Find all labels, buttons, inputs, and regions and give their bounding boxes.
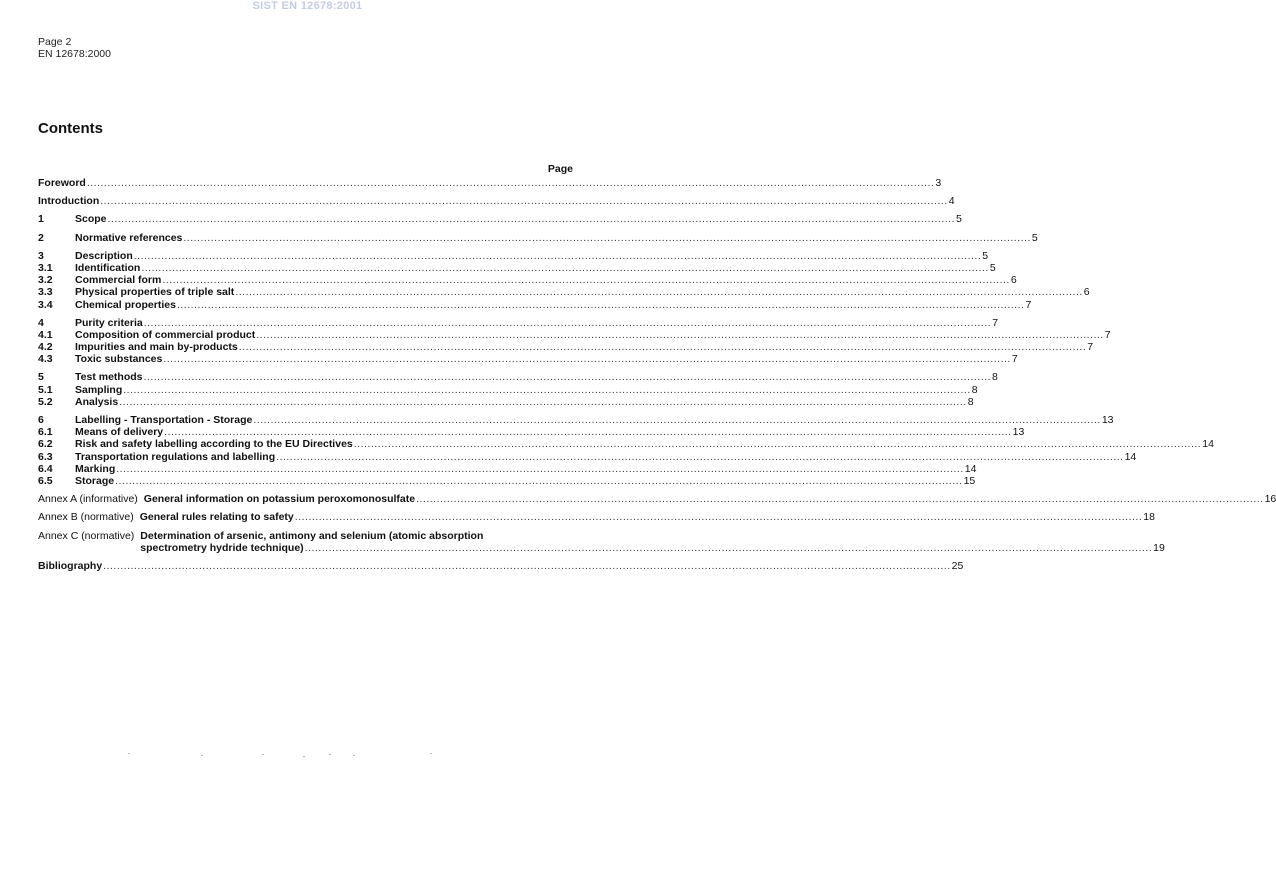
toc-entry[interactable]: [38, 511, 1155, 524]
dot-leader: [183, 232, 1030, 244]
toc-entry[interactable]: [38, 249, 989, 262]
toc-entry-page: 8: [967, 395, 974, 408]
toc-entry[interactable]: [38, 316, 999, 329]
dot-leader: [163, 353, 1010, 365]
dot-leader: [177, 299, 1024, 311]
toc-entry[interactable]: [38, 474, 976, 487]
toc-entry-title: Sampling: [75, 383, 123, 396]
toc-entry-page: 13: [1012, 426, 1025, 439]
toc-entry-title: Foreword: [38, 177, 86, 189]
dot-leader: [87, 177, 934, 189]
dot-leader: [305, 542, 1152, 554]
toc-entry-number: 3.1: [38, 261, 53, 274]
toc-entry-number: 3.3: [38, 286, 53, 299]
toc-entry-title: Risk and safety labelling according to the EU Directives: [75, 438, 353, 451]
toc-entry-page: 14: [964, 462, 977, 475]
toc-entry-title: General rules relating to safety: [139, 511, 294, 524]
dot-leader: [276, 451, 1123, 463]
scan-speck: [262, 754, 264, 755]
toc-entry-title: Labelling - Transportation - Storage: [75, 414, 253, 426]
toc-entry-number: 6.1: [38, 426, 53, 439]
dot-leader: [100, 195, 947, 207]
toc-entry-page: 18: [1143, 511, 1155, 524]
toc-entry[interactable]: [38, 426, 1025, 439]
toc-entry-title: Introduction: [38, 195, 100, 208]
scan-specks: [0, 753, 615, 763]
page-title: Contents: [38, 120, 103, 137]
dot-leader: [256, 329, 1103, 341]
page-header: [38, 36, 111, 60]
toc-entry[interactable]: [38, 438, 1214, 451]
toc-entry-annex-c[interactable]: [38, 529, 1165, 554]
toc-entry-title: Impurities and main by-products: [75, 341, 238, 354]
toc-entry-title-line2: [140, 542, 1165, 554]
dot-leader: [143, 371, 990, 383]
toc-entry-page: 3: [935, 177, 942, 189]
toc-entry-page: 7: [992, 316, 999, 329]
dot-leader: [162, 274, 1009, 286]
toc-entry[interactable]: [38, 177, 942, 189]
toc-entry-number: 1: [38, 213, 44, 226]
dot-leader: [144, 317, 991, 329]
toc-entry-title: General information on potassium peroxomonosulfate: [143, 493, 416, 506]
toc-entry-number: 4.1: [38, 328, 53, 341]
toc-entry-number: 6.3: [38, 450, 53, 463]
toc-entry-number: 4.2: [38, 341, 53, 354]
toc-entry-number: 2: [38, 231, 44, 244]
toc-entry-title-block: [140, 530, 1165, 554]
dot-leader: [115, 475, 962, 487]
scan-speck: [329, 754, 331, 755]
toc-entry-page: 6: [1010, 274, 1017, 287]
toc-entry-title: Transportation regulations and labelling: [75, 450, 276, 463]
toc-entry[interactable]: [38, 383, 978, 396]
toc-entry-page: 5: [956, 213, 962, 226]
dot-leader: [119, 396, 966, 408]
toc-entry-title: Purity criteria: [75, 316, 143, 329]
toc-entry-title: Scope: [75, 213, 107, 226]
toc-entry-title: Toxic substances: [75, 353, 163, 366]
toc-entry[interactable]: [38, 341, 1094, 354]
toc-entry-number: 3.4: [38, 298, 53, 311]
toc-entry[interactable]: [38, 261, 996, 274]
toc-entry[interactable]: [38, 328, 1111, 341]
table-of-contents: [38, 177, 1276, 572]
toc-entry-number: 4.3: [38, 353, 53, 366]
toc-entry-title: Marking: [75, 462, 116, 475]
toc-entry[interactable]: [38, 231, 1038, 244]
toc-entry-title: Description: [75, 249, 133, 262]
toc-entry-title: Identification: [75, 261, 141, 274]
toc-entry[interactable]: [38, 371, 998, 384]
dot-leader: [134, 250, 981, 262]
dot-leader: [253, 414, 1100, 426]
toc-entry-title: Physical properties of triple salt: [75, 286, 235, 299]
dot-leader: [108, 213, 955, 225]
scan-speck: [430, 753, 432, 754]
scan-speck: [353, 755, 355, 756]
page-column-label: Page: [547, 163, 573, 175]
toc-entry-page: 7: [1011, 353, 1018, 366]
toc-entry-bibliography[interactable]: [38, 559, 964, 572]
toc-entry-page: 6: [1083, 286, 1090, 299]
toc-entry-number: 4: [38, 316, 44, 329]
toc-entry-page: 5: [989, 261, 996, 274]
dot-leader: [354, 438, 1201, 450]
toc-entry-page: 5: [1031, 231, 1038, 244]
toc-entry-page: 25: [951, 559, 964, 572]
toc-entry-page: 4: [948, 195, 955, 208]
toc-entry[interactable]: [38, 395, 974, 408]
dot-leader: [235, 286, 1082, 298]
watermark: SIST EN 12678:2001: [252, 0, 363, 12]
toc-entry-number: 3.2: [38, 274, 53, 287]
toc-entry[interactable]: [38, 414, 1114, 426]
toc-entry-page: 14: [1124, 450, 1137, 463]
toc-entry-number: 6.4: [38, 462, 53, 475]
toc-entry[interactable]: [38, 298, 1032, 311]
toc-entry-number: 6.2: [38, 438, 53, 451]
toc-entry-title: Bibliography: [38, 559, 103, 572]
scan-speck: [303, 756, 305, 757]
dot-leader: [239, 341, 1086, 353]
toc-entry-number: 5: [38, 371, 44, 384]
toc-entry-title: Chemical properties: [75, 298, 176, 311]
dot-leader: [123, 384, 970, 396]
toc-entry[interactable]: [38, 213, 962, 226]
toc-entry-title-continued: spectrometry hydride technique): [140, 541, 304, 554]
toc-entry-number: 5.2: [38, 395, 53, 408]
toc-entry[interactable]: [38, 274, 1017, 287]
toc-entry-prefix: Annex B (normative): [38, 511, 134, 524]
toc-entry[interactable]: [38, 462, 977, 475]
scan-speck: [201, 755, 203, 756]
toc-entry-page: 7: [1087, 341, 1094, 354]
toc-entry-number: 3: [38, 249, 44, 262]
toc-entry-prefix: Annex C (normative): [38, 529, 135, 542]
dot-leader: [116, 463, 963, 475]
scan-speck: [128, 753, 130, 754]
toc-entry-title: Commercial form: [75, 274, 162, 287]
toc-entry-page: 5: [982, 249, 989, 262]
toc-entry[interactable]: [38, 450, 1137, 463]
toc-entry-page: 14: [1202, 438, 1214, 451]
toc-entry-number: 6.5: [38, 474, 53, 487]
dot-leader: [103, 560, 950, 572]
document-id: EN 12678:2000: [38, 48, 111, 60]
toc-entry-title: Normative references: [75, 231, 183, 244]
toc-entry-title: Means of delivery: [75, 426, 164, 439]
toc-entry-page: 13: [1101, 414, 1114, 426]
toc-entry-title: Storage: [75, 474, 115, 487]
toc-entry-page: 16: [1264, 493, 1276, 506]
toc-entry[interactable]: [38, 353, 1018, 366]
toc-entry-page: 19: [1153, 541, 1165, 554]
page-number: Page 2: [38, 36, 72, 48]
toc-entry[interactable]: [38, 195, 955, 208]
toc-entry-title: Determination of arsenic, antimony and selenium (atomic absorption: [140, 529, 484, 542]
toc-entry-number: 6: [38, 414, 44, 426]
toc-entry-page: 7: [1025, 298, 1032, 311]
dot-leader: [164, 426, 1011, 438]
toc-entry-page: 7: [1104, 328, 1111, 341]
toc-entry-page: 8: [991, 371, 998, 384]
toc-entry-title: Analysis: [75, 395, 119, 408]
dot-leader: [416, 493, 1263, 505]
dot-leader: [295, 511, 1142, 523]
toc-entry-page: 8: [971, 383, 978, 396]
toc-entry[interactable]: [38, 493, 1276, 506]
toc-entry-prefix: Annex A (informative): [38, 493, 138, 506]
dot-leader: [141, 262, 988, 274]
toc-entry-title: Test methods: [75, 371, 143, 384]
toc-entry[interactable]: [38, 286, 1090, 299]
toc-entry-number: 5.1: [38, 383, 53, 396]
toc-entry-title: Composition of commercial product: [75, 328, 256, 341]
toc-entry-page: 15: [963, 474, 976, 487]
